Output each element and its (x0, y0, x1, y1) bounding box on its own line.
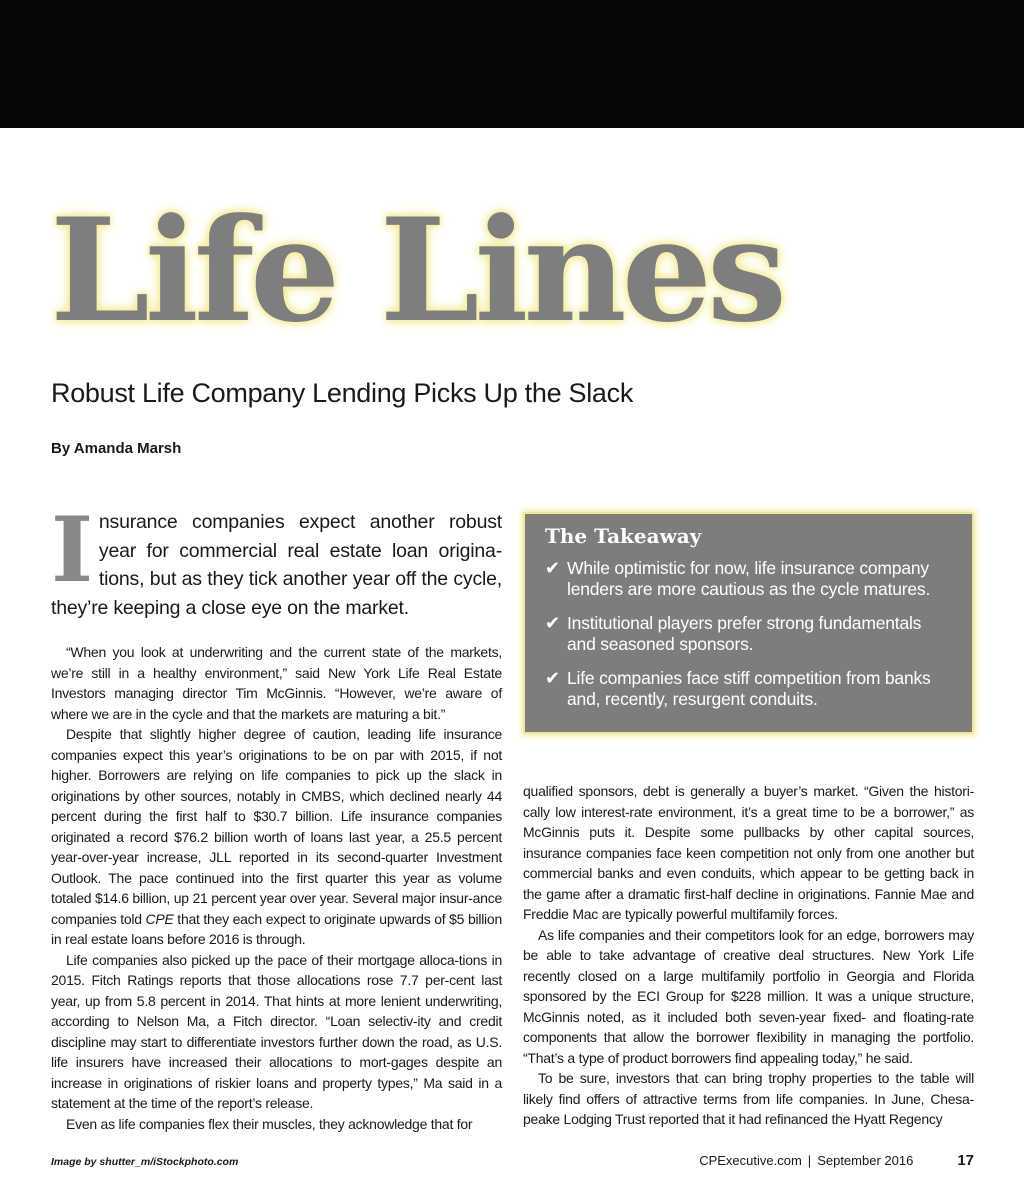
body-paragraph: Life companies also picked up the pace of their mortgage alloca-tions in 2015. Fitch Ratings reports that those allocations rose 7.7 per-cent last year, up from 5.8 percent in 2014. That hints at more lenient underwriting, according to Nelson Ma, a Fitch director. “Loan selectiv-ity and credit discipline may start to differentiate investors further down the road, as U.S. life insurers have increased their allocations to mort-gages despite an increase in originations of riskier loans and property types,” Ma said in a statement at the time of the report’s release. (51, 951, 502, 1111)
image-credit: Image by shutter_m/iStockphoto.com (51, 1156, 239, 1168)
body-paragraph: qualified sponsors, debt is generally a buyer’s market. “Given the histori-cally low interest-rate environment, it’s a great time to be a borrower,” as McGinnis puts it. Despite some pullbacks by other capital sources, insurance companies face keen competition not only from one another but commercial banks and even conduits, which appear to be getting back in the game after a dramatic first-half decline in originations. Fannie Mae and Freddie Mac are typically powerful multifamily forces. (523, 783, 974, 922)
article-subtitle: Robust Life Company Lending Picks Up the Slack (51, 378, 634, 408)
takeaway-item-text: Life companies face stiff competition from banks and, recently, resurgent conduits. (567, 668, 931, 709)
check-icon: ✔ (545, 613, 560, 633)
page-number: 17 (957, 1152, 974, 1169)
check-icon: ✔ (545, 668, 560, 688)
takeaway-item (545, 668, 954, 710)
takeaway-item-text: Institutional players prefer strong fundamentals and seasoned sponsors. (567, 613, 922, 654)
takeaway-title: The Takeaway (545, 524, 702, 548)
drop-cap: I (51, 497, 93, 603)
left-column (51, 497, 502, 1134)
article-title: Life Lines (50, 188, 782, 354)
body-paragraph: “When you look at underwriting and the current state of the markets, we’re still in a healthy environment,” said New York Life Real Estate Investors managing director Tim McGinnis. “However, we’re aware of where we are in the cycle and that the markets are maturing a bit.” (51, 644, 502, 722)
body-text: Despite that slightly higher degree of caution, leading life insurance companies expect this year’s originations to be on par with 2015, if not higher. Borrowers are relying on life companies to pick up the slack in originations by other sources, notably in CMBS, which declined nearly 44 percent during the first half to $30.7 billion. Life insurance companies originated a record $76.2 billion worth of loans last year, a 25.5 percent year-over-year increase, JLL reported in its second-quarter Investment Outlook. The pace continued into the first quarter this year as volume totaled $14.6 billion, up 21 percent year over year. Several major insur-ance companies told (51, 726, 502, 927)
lead-paragraph (51, 497, 502, 622)
publication-name: CPE (145, 910, 174, 927)
lead-text: nsurance companies expect another robust year for commercial real estate loan origina-tions, but as they tick another year off the cycle, they’re keeping a close eye on the market. (51, 511, 502, 619)
body-paragraph: Even as life companies flex their muscles, they acknowledge that for (66, 1115, 473, 1132)
body-paragraph: To be sure, investors that can bring trophy properties to the table will likely find offers of attractive terms from life companies. In June, Chesa-peake Lodging Trust reported that it had refinanced the Hyatt Regency (523, 1070, 974, 1127)
body-text: that they each expect to originate upwards of $5 billion in real estate loans before 2016 is through. (51, 910, 502, 947)
takeaway-box (523, 512, 974, 734)
top-photo-band (0, 0, 1024, 128)
issue-date: September 2016 (817, 1153, 914, 1168)
footer-separator: | (807, 1153, 812, 1168)
page-footer (699, 1152, 974, 1169)
body-paragraph (51, 724, 502, 950)
takeaway-item (545, 558, 954, 600)
takeaway-item-text: While optimistic for now, life insurance company lenders are more cautious as the cycle matures. (567, 558, 931, 599)
check-icon: ✔ (545, 558, 560, 578)
right-column (523, 781, 974, 1130)
byline: By Amanda Marsh (51, 440, 182, 457)
takeaway-item (545, 613, 954, 655)
body-paragraph: As life companies and their competitors look for an edge, borrowers may be able to take advantage of creative deal structures. New York Life recently closed on a large multifamily portfolio in Georgia and Florida sponsored by the ECI Group for $228 million. It was a unique structure, McGinnis noted, as it included both seven-year fixed- and floating-rate components that allow the borrower flexibility in managing the portfolio. “That’s a type of product borrowers find appealing today,” he said. (523, 926, 974, 1066)
site-name: CPExecutive.com (699, 1153, 802, 1168)
